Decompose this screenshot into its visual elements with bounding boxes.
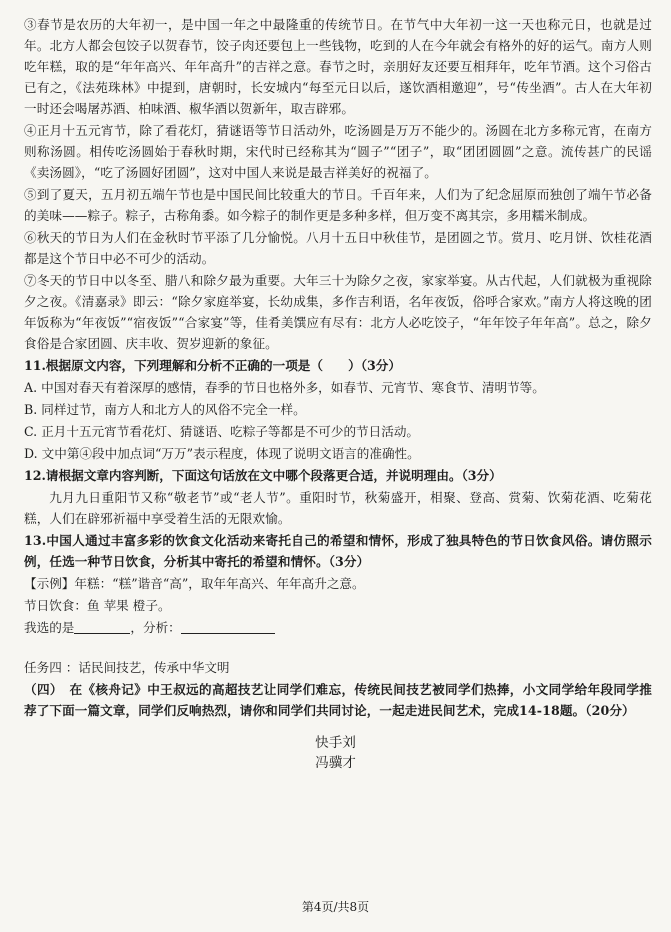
food-orange: 橙子。	[132, 598, 171, 613]
question-11-option-d: D. 文中第④段中加点词“万万”表示程度，体现了说明文语言的准确性。	[24, 446, 420, 461]
food-apple: 苹果	[103, 598, 129, 613]
food-fish: 鱼	[86, 598, 100, 613]
paragraph-3: ③春节是农历的大年初一，是中国一年之中最隆重的传统节日。在节气中大年初一这一天也称元日，也就是过年。北方人都会包饺子以贺春节，饺子肉还要包上一些钱物，吃到的人在今年就会有格外的好的运气。南方人则吃年糕，取的是“年年高兴、年年高升”的吉祥之意。春节之时，亲朋好友还要互相拜年，吃年节酒。这个习俗古已有之，《法苑珠林》中提到，唐朝时，长安城内“每至元日以后，遂饮酒相邀迎”，号“传坐酒”。古人在大年初一时还会喝屠苏酒、柏味酒、椒华酒以贺新年，取吉辟邪。	[24, 17, 652, 116]
question-12-stem: 12.请根据文章内容判断，下面这句话放在文中哪个段落更合适，并说明理由。（3分）	[24, 468, 502, 483]
paragraph-6: ⑥秋天的节日为人们在金秋时节平添了几分愉悦。八月十五日中秋佳节，是团圆之节。赏月、吃月饼、饮桂花酒都是这个节日中必不可少的活动。	[24, 230, 652, 266]
choice-blank[interactable]	[74, 619, 130, 634]
page-footer: 第4页/共8页	[301, 900, 370, 914]
question-11-option-b: B. 同样过节，南方人和北方人的风俗不完全一样。	[24, 402, 306, 417]
analysis-label: ，分析：	[130, 620, 181, 635]
question-11-stem: 11.根据原文内容，下列理解和分析不正确的一项是（ ）（3分）	[24, 358, 401, 373]
question-13-example: 【示例】年糕：“糕”谐音“高”，取年年高兴、年年高升之意。	[24, 576, 365, 591]
article-title: 快手刘	[315, 735, 356, 751]
paragraph-5: ⑤到了夏天，五月初五端午节也是中国民间比较重大的节日。千百年来，人们为了纪念屈原而独创了端午节必备的美味——粽子。粽子，古称角黍。如今粽子的制作更是多种多样，但万变不离其宗，多用糯米制成。	[24, 187, 652, 223]
question-13-foods	[24, 595, 652, 616]
question-11-option-a: A. 中国对春天有着深厚的感情，春季的节日也格外多，如春节、元宵节、寒食节、清明节等。	[24, 380, 545, 395]
article-author: 冯骥才	[315, 755, 356, 771]
choice-label: 我选的是	[24, 620, 75, 635]
analysis-blank[interactable]	[181, 619, 275, 634]
question-11-option-c: C. 正月十五元宵节看花灯、猜谜语、吃粽子等都是不可少的节日活动。	[24, 424, 420, 439]
paragraph-4: ④正月十五元宵节，除了看花灯，猜谜语等节日活动外，吃汤圆是万万不能少的。汤圆在北方多称元宵，在南方则称汤圆。相传吃汤圆始于春秋时期，宋代时已经称其为“圆子”“团子”，取“团团圆圆”之意。流传甚广的民谣《卖汤圆》，“吃了汤圆好团圆”，这对中国人来说是最吉祥美好的祝福了。	[24, 123, 652, 180]
task-4-heading: 任务四 ：话民间技艺，传承中华文明	[24, 660, 230, 675]
foods-label: 节日饮食：	[24, 598, 87, 613]
question-13-answer-line	[24, 617, 652, 638]
task-4-intro: （四） 在《核舟记》中王叔远的高超技艺让同学们难忘，传统民间技艺被同学们热捧，小文同学给年段同学推荐了下面一篇文章，同学们反响热烈，请你和同学们共同讨论，一起走进民间艺术，完成14-18题。（20分）	[24, 682, 652, 718]
paragraph-7: ⑦冬天的节日中以冬至、腊八和除夕最为重要。大年三十为除夕之夜，家家举宴。从古代起，人们就极为重视除夕之夜。《清嘉录》即云：“除夕家庭举宴，长幼成集，多作吉利语，名年夜饭，俗呼合家欢。”南方人将这晚的团年饭称为“年夜饭”“宿夜饭”“合家宴”等，佳肴美馔应有尽有：北方人必吃饺子，“年年饺子年年高”。总之，除夕食俗是合家团圆、庆丰收、贺岁迎新的象征。	[24, 273, 652, 351]
question-12-quote: 九月九日重阳节又称“敬老节”或“老人节”。重阳时节，秋菊盛开，相聚、登高、赏菊、饮菊花酒、吃菊花糕，人们在辟邪祈福中享受着生活的无限欢愉。	[24, 490, 652, 526]
question-13-stem: 13.中国人通过丰富多彩的饮食文化活动来寄托自己的希望和情怀，形成了独具特色的节日饮食风俗。请仿照示例，任选一种节日饮食，分析其中寄托的希望和情怀。（3分）	[24, 533, 652, 569]
